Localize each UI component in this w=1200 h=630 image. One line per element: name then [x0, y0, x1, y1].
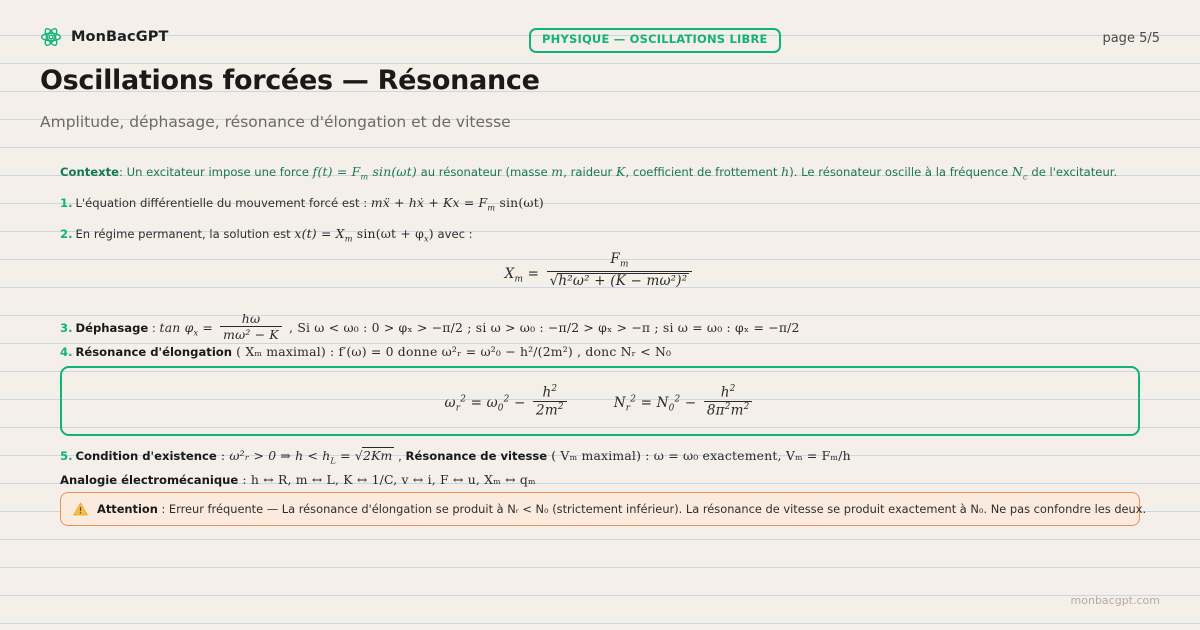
list-item: [60, 226, 1140, 244]
eq-sign: =: [523, 265, 544, 282]
attention-body: : Erreur fréquente — La résonance d'élongation se produit à Nᵣ < N₀ (strictement inférieur). La résonance de vitesse se produit exactement à N₀. Ne pas confondre les deux.: [157, 502, 1147, 516]
context-f-rest: sin(ωt): [368, 164, 417, 179]
item5-label2: Résonance de vitesse: [405, 449, 548, 463]
item5-sep: ,: [394, 449, 406, 463]
eq-numerator-sub: m: [619, 259, 629, 270]
eq-lhs-sub: m: [514, 274, 524, 285]
hl-f2-rhs-sub: 0: [668, 403, 675, 414]
list-item: 5. Condition d'existence : ω²ᵣ > 0 ⇒ $h < h_L = √2Km$ , Résonance de vitesse ( Vₘ maximal) : ω = ω₀ exactement, Vₘ = Fₘ/h: [60, 448, 851, 466]
brand: [40, 26, 168, 48]
item3-rest: , Si ω < ω₀ : 0 > φₓ > −π/2 ; si ω > ω₀ : −π/2 > φₓ > −π ; si ω = ω₀ : φₓ = −π/2: [284, 320, 800, 336]
item5-rest: ( Vₘ maximal) : ω = ω₀ exactement, Vₘ = Fₘ/h: [547, 448, 851, 463]
item5-math1: ω²ᵣ > 0 ⇒ h < h: [229, 448, 331, 463]
item-marker: 4.: [60, 345, 73, 359]
eq-lhs: X: [504, 265, 515, 282]
hl-f2-den: 8π: [706, 402, 725, 418]
attention-label: Attention: [97, 502, 158, 516]
item2-math: x(t) = X: [294, 226, 345, 242]
item1-math-after: sin(ωt): [495, 194, 544, 210]
context-text-5: ). Le résonateur oscille à la fréquence: [789, 165, 1012, 179]
hl-f1-rhs-sub: 0: [497, 403, 504, 414]
analogy-label: Analogie électromécanique: [60, 473, 239, 487]
context-text-4: , coefficient de frottement: [625, 165, 782, 179]
attention-box: [60, 492, 1147, 526]
item3-tan: tan φ: [159, 320, 194, 336]
context-f: f(t) = F: [312, 164, 361, 179]
context-text-3: , raideur: [563, 165, 616, 179]
item4-rest: ( Xₘ maximal) : f′(ω) = 0 donne ω²ᵣ = ω²₀ − h²/(2m²) , donc Nᵣ < N₀: [232, 344, 672, 359]
hl-f2-fraction: $\frac{h^2}{8\pi^2m^2}$: [704, 385, 753, 417]
item-marker: 5.: [60, 449, 73, 463]
item3-frac-den: mω² − K: [220, 326, 282, 341]
item4-label: Résonance d'élongation: [75, 345, 233, 359]
item-marker: 2.: [60, 227, 73, 242]
item5-label: Condition d'existence: [75, 449, 217, 463]
context-text-1: : Un excitateur impose une force: [119, 165, 313, 179]
display-equation-xm: [0, 252, 1200, 288]
hl-f2-den2: m: [730, 402, 744, 418]
hl-f1-fraction: $\frac{h^2}{2m^2}$: [533, 385, 567, 417]
page-number: page 5/5: [1102, 31, 1160, 46]
page-header: [0, 0, 1200, 58]
item-marker: 3.: [60, 321, 73, 336]
hl-f1-rhs: ω: [486, 394, 498, 411]
hl-f2-num: h: [720, 384, 730, 401]
context-Nc-sub: c: [1022, 171, 1028, 182]
eq-denominator: h²ω² + (K − mω²)²: [558, 273, 688, 290]
item5-sqrt: 2Km: [362, 448, 393, 463]
hl-f2-lhs-sub: r: [625, 403, 631, 414]
item-text: L'équation différentielle du mouvement forcé est :: [75, 195, 371, 210]
hl-f2-lhs: N: [613, 394, 626, 411]
context-m: m: [551, 164, 564, 179]
list-item: [60, 312, 1140, 341]
hl-f1-den: 2m: [536, 402, 558, 418]
item3-eq: =: [198, 320, 218, 336]
item2-math-after2: ): [428, 226, 434, 242]
hl-f1-lhs-sub: r: [455, 403, 461, 414]
item-text: En régime permanent, la solution est: [75, 227, 295, 242]
context-f-sub: m: [360, 171, 369, 182]
highlight-box: [60, 366, 1140, 436]
context-h: h: [781, 164, 790, 179]
item1-math: mẍ + hẋ + Kx = F: [370, 194, 488, 210]
eq-numerator: F: [610, 251, 620, 267]
attention-text: [97, 502, 1146, 516]
page-subtitle: Amplitude, déphasage, résonance d'élongation et de vitesse: [40, 113, 511, 131]
item2-math-sub: m: [344, 233, 353, 244]
item2-math-after: sin(ωt + φ: [352, 226, 424, 242]
lesson-content: [60, 160, 1140, 244]
brand-name: MonBacGPT: [71, 29, 169, 45]
item-marker: 1.: [60, 195, 73, 210]
item3-frac-num: hω: [241, 311, 261, 326]
item5-math1-sub: L: [330, 455, 337, 466]
footer-url: monbacgpt.com: [1070, 594, 1160, 607]
atom-icon: [40, 26, 62, 48]
highlight-formula-N: $N_r^2 = N_0^2$ − $\frac{h^2}{8\pi^2m^2}$: [614, 385, 756, 417]
item5-eq: =: [336, 448, 355, 463]
context-text-2: au résonateur (masse: [416, 165, 552, 179]
analogy-line: [60, 472, 1140, 488]
item3-fraction: [220, 312, 282, 341]
analogy-text: : h ↔ R, m ↔ L, K ↔ 1/C, v ↔ i, F ↔ u, Xₘ ↔ qₘ: [238, 472, 536, 487]
warning-triangle-icon: [73, 502, 88, 516]
hl-f1-lhs: ω: [444, 394, 456, 411]
item3-sep: :: [148, 321, 160, 336]
list-item: [60, 195, 1140, 213]
context-Nc: N: [1011, 164, 1023, 179]
subject-badge: PHYSIQUE — OSCILLATIONS LIBRE: [529, 28, 781, 53]
item2-text-after: avec :: [433, 227, 473, 242]
list-item: [60, 344, 1140, 360]
page-title: Oscillations forcées — Résonance: [40, 65, 540, 96]
item1-math-sub: m: [487, 202, 496, 213]
item3-label: Déphasage: [75, 321, 149, 336]
context-text-6: de l'excitateur.: [1027, 165, 1118, 179]
context-label: Contexte: [60, 165, 120, 179]
context-K: K: [616, 164, 626, 179]
eq-fraction: $\frac{F_m}{\text{√h²ω² + (K − mω²)²}}$: [547, 252, 693, 288]
highlight-formula-omega: $\omega_r^2 = \omega_0^2$ − $\frac{h^2}{2m^2}$: [445, 385, 570, 417]
item3-tan-sub: x: [193, 327, 199, 338]
item2-math-sub2: x: [423, 233, 429, 244]
hl-f1-num: h: [542, 384, 552, 401]
hl-f2-rhs: N: [656, 394, 669, 411]
context-line: [60, 164, 1140, 182]
